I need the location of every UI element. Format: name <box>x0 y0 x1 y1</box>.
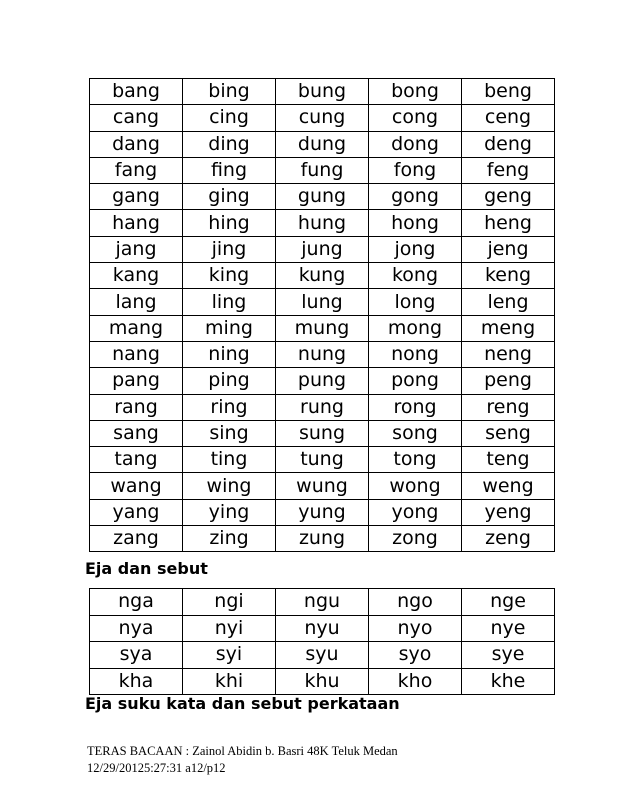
syllable-cell: hang <box>90 210 183 236</box>
syllable-cell: nong <box>369 341 462 367</box>
syllable-cell: tung <box>276 447 369 473</box>
syllable-cell: mung <box>276 315 369 341</box>
syllable-cell: neng <box>462 341 555 367</box>
syllable-cell: jang <box>90 236 183 262</box>
syllable-cell: peng <box>462 368 555 394</box>
syllable-cell: bong <box>369 79 462 105</box>
syllable-cell: song <box>369 420 462 446</box>
syllable-cell: zeng <box>462 526 555 552</box>
syllable-cell: khe <box>462 668 555 695</box>
syllable-cell: pung <box>276 368 369 394</box>
syllable-cell: kha <box>90 668 183 695</box>
syllable-cell: sya <box>90 642 183 669</box>
syllable-cell: nyi <box>183 615 276 642</box>
syllable-cell: keng <box>462 263 555 289</box>
syllable-cell: tong <box>369 447 462 473</box>
table-row <box>90 236 555 262</box>
section-label-eja-suku-kata: Eja suku kata dan sebut perkataan <box>85 694 400 713</box>
syllable-cell: gong <box>369 184 462 210</box>
syllable-cell: rong <box>369 394 462 420</box>
syllable-cell: sang <box>90 420 183 446</box>
syllable-cell: kang <box>90 263 183 289</box>
syllable-cell: ping <box>183 368 276 394</box>
syllable-cell: ting <box>183 447 276 473</box>
syllable-cell: wung <box>276 473 369 499</box>
table-row <box>90 184 555 210</box>
syllable-cell: nya <box>90 615 183 642</box>
footer-line-timestamp: 12/29/20125:27:31 a12/p12 <box>87 761 226 775</box>
syllable-cell: zang <box>90 526 183 552</box>
syllable-cell: bung <box>276 79 369 105</box>
syllable-table-ng-body <box>90 79 555 552</box>
syllable-cell: yong <box>369 499 462 525</box>
syllable-table-digraph <box>89 588 555 695</box>
syllable-cell: hung <box>276 210 369 236</box>
syllable-cell: cung <box>276 105 369 131</box>
table-row <box>90 341 555 367</box>
syllable-cell: deng <box>462 131 555 157</box>
syllable-cell: sing <box>183 420 276 446</box>
syllable-cell: kong <box>369 263 462 289</box>
syllable-cell: fing <box>183 157 276 183</box>
syllable-cell: ngi <box>183 589 276 616</box>
syllable-cell: rang <box>90 394 183 420</box>
syllable-table-digraph-body <box>90 589 555 695</box>
syllable-table-ng <box>89 78 555 552</box>
syllable-cell: rung <box>276 394 369 420</box>
syllable-cell: dang <box>90 131 183 157</box>
section-label-eja-dan-sebut: Eja dan sebut <box>85 559 208 578</box>
syllable-cell: mong <box>369 315 462 341</box>
syllable-cell: nga <box>90 589 183 616</box>
syllable-cell: nye <box>462 615 555 642</box>
syllable-cell: gung <box>276 184 369 210</box>
table-row <box>90 499 555 525</box>
syllable-cell: teng <box>462 447 555 473</box>
syllable-cell: yeng <box>462 499 555 525</box>
table-row <box>90 315 555 341</box>
syllable-cell: pong <box>369 368 462 394</box>
syllable-cell: ming <box>183 315 276 341</box>
table-row <box>90 210 555 236</box>
syllable-cell: weng <box>462 473 555 499</box>
syllable-cell: ding <box>183 131 276 157</box>
table-row <box>90 131 555 157</box>
syllable-cell: yung <box>276 499 369 525</box>
syllable-cell: fung <box>276 157 369 183</box>
syllable-cell: meng <box>462 315 555 341</box>
table-row <box>90 473 555 499</box>
table-row <box>90 642 555 669</box>
syllable-cell: ceng <box>462 105 555 131</box>
syllable-cell: bing <box>183 79 276 105</box>
syllable-cell: nang <box>90 341 183 367</box>
syllable-cell: ging <box>183 184 276 210</box>
syllable-cell: mang <box>90 315 183 341</box>
table-row <box>90 79 555 105</box>
syllable-cell: yang <box>90 499 183 525</box>
table-row <box>90 105 555 131</box>
syllable-cell: hong <box>369 210 462 236</box>
syllable-cell: dung <box>276 131 369 157</box>
syllable-cell: heng <box>462 210 555 236</box>
syllable-cell: jeng <box>462 236 555 262</box>
syllable-cell: sung <box>276 420 369 446</box>
table-row <box>90 447 555 473</box>
table-row <box>90 589 555 616</box>
syllable-cell: pang <box>90 368 183 394</box>
syllable-cell: king <box>183 263 276 289</box>
footer-line-author: TERAS BACAAN : Zainol Abidin b. Basri 48K Teluk Medan <box>87 744 398 758</box>
syllable-cell: syu <box>276 642 369 669</box>
syllable-cell: lung <box>276 289 369 315</box>
syllable-cell: ning <box>183 341 276 367</box>
syllable-cell: syo <box>369 642 462 669</box>
syllable-cell: bang <box>90 79 183 105</box>
syllable-cell: wing <box>183 473 276 499</box>
syllable-cell: leng <box>462 289 555 315</box>
syllable-cell: reng <box>462 394 555 420</box>
syllable-cell: khi <box>183 668 276 695</box>
table-row <box>90 615 555 642</box>
table-row <box>90 394 555 420</box>
table-row <box>90 668 555 695</box>
syllable-cell: nung <box>276 341 369 367</box>
syllable-cell: cing <box>183 105 276 131</box>
syllable-cell: gang <box>90 184 183 210</box>
syllable-cell: kung <box>276 263 369 289</box>
syllable-cell: geng <box>462 184 555 210</box>
syllable-cell: cong <box>369 105 462 131</box>
syllable-cell: ngo <box>369 589 462 616</box>
syllable-cell: zing <box>183 526 276 552</box>
syllable-cell: fang <box>90 157 183 183</box>
table-row <box>90 368 555 394</box>
syllable-cell: ring <box>183 394 276 420</box>
syllable-cell: wong <box>369 473 462 499</box>
syllable-cell: ying <box>183 499 276 525</box>
syllable-cell: nge <box>462 589 555 616</box>
syllable-cell: feng <box>462 157 555 183</box>
syllable-cell: jung <box>276 236 369 262</box>
syllable-cell: nyu <box>276 615 369 642</box>
syllable-cell: jong <box>369 236 462 262</box>
table-row <box>90 263 555 289</box>
table-row <box>90 157 555 183</box>
syllable-cell: fong <box>369 157 462 183</box>
syllable-cell: ngu <box>276 589 369 616</box>
syllable-cell: nyo <box>369 615 462 642</box>
syllable-cell: zung <box>276 526 369 552</box>
syllable-cell: kho <box>369 668 462 695</box>
syllable-cell: beng <box>462 79 555 105</box>
syllable-cell: dong <box>369 131 462 157</box>
table-row <box>90 526 555 552</box>
syllable-cell: hing <box>183 210 276 236</box>
syllable-cell: sye <box>462 642 555 669</box>
syllable-cell: wang <box>90 473 183 499</box>
syllable-cell: syi <box>183 642 276 669</box>
syllable-cell: jing <box>183 236 276 262</box>
syllable-cell: ling <box>183 289 276 315</box>
syllable-cell: zong <box>369 526 462 552</box>
syllable-cell: cang <box>90 105 183 131</box>
table-row <box>90 420 555 446</box>
syllable-cell: lang <box>90 289 183 315</box>
syllable-cell: long <box>369 289 462 315</box>
syllable-cell: tang <box>90 447 183 473</box>
syllable-cell: khu <box>276 668 369 695</box>
syllable-cell: seng <box>462 420 555 446</box>
table-row <box>90 289 555 315</box>
